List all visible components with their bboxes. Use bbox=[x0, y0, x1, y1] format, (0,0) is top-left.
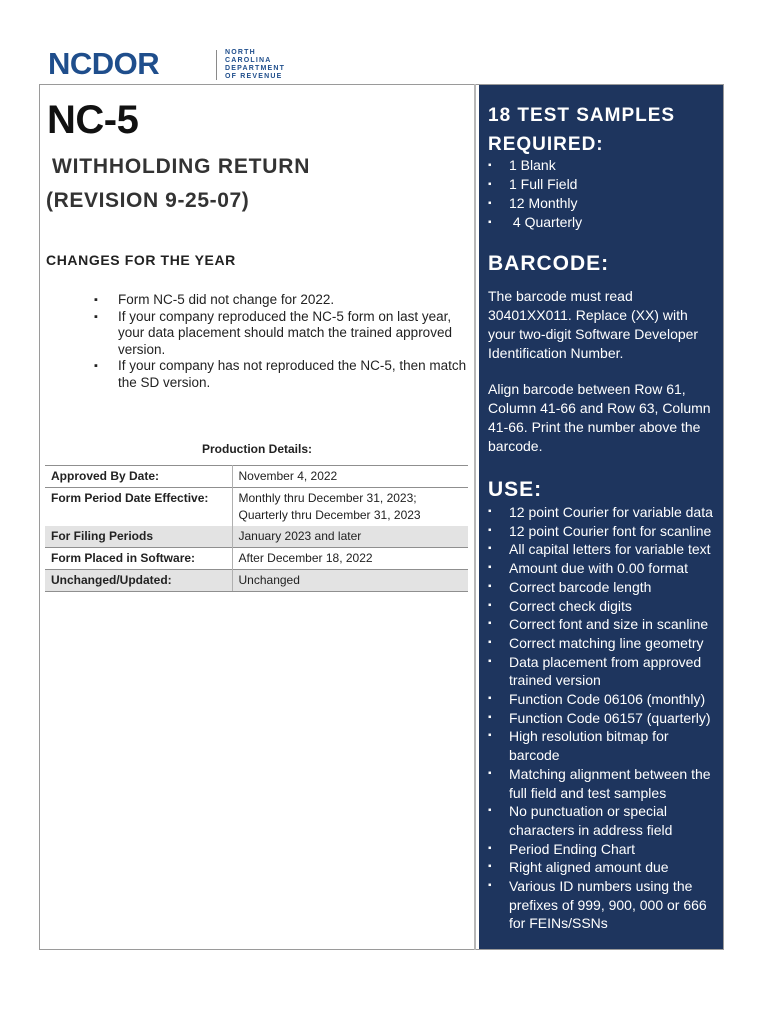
logo-subtitle-line: DEPARTMENT bbox=[225, 65, 286, 72]
list-item: ▪ Amount due with 0.00 format bbox=[488, 559, 720, 578]
samples-heading: 18 TEST SAMPLES REQUIRED: bbox=[488, 105, 676, 155]
form-subtitle: WITHHOLDING RETURN bbox=[52, 155, 311, 178]
logo-subtitle bbox=[225, 49, 285, 81]
list-item: ▪ Correct barcode length bbox=[488, 578, 720, 597]
list-item: ▪ Matching alignment between the full field and test samples bbox=[488, 765, 720, 802]
row-value: November 4, 2022 bbox=[232, 466, 468, 488]
barcode-alignment-paragraph: Align barcode between Row 61, Column 41-66 and Row 63, Column 41-66. Print the number above the barcode. bbox=[488, 381, 711, 454]
list-item: ▪ If your company reproduced the NC-5 form on last year, your data placement should match the trained approved version. bbox=[94, 309, 468, 359]
form-title: NC-5 bbox=[47, 98, 139, 142]
list-item: ▪ Various ID numbers using the prefixes of 999, 900, 000 or 666 for FEINs/SSNs bbox=[488, 877, 720, 933]
row-value: After December 18, 2022 bbox=[232, 548, 468, 570]
samples-list bbox=[488, 156, 582, 232]
list-item: ▪ Correct matching line geometry bbox=[488, 634, 720, 653]
ncdor-logo bbox=[48, 46, 286, 82]
list-item: ▪ High resolution bitmap for barcode bbox=[488, 727, 720, 764]
list-item: ▪ 4 Quarterly bbox=[488, 213, 582, 232]
row-label: Approved By Date: bbox=[45, 466, 232, 488]
row-label: Form Period Date Effective: bbox=[45, 488, 232, 527]
table-row bbox=[45, 548, 468, 570]
list-item: ▪ Period Ending Chart bbox=[488, 840, 720, 859]
table-row bbox=[45, 488, 468, 527]
logo-subtitle-line: OF REVENUE bbox=[225, 73, 283, 80]
list-item: ▪ Correct font and size in scanline bbox=[488, 615, 720, 634]
row-label: Form Placed in Software: bbox=[45, 548, 232, 570]
column-divider bbox=[474, 84, 476, 950]
list-item: ▪ Data placement from approved trained version bbox=[488, 653, 720, 690]
list-item: ▪ All capital letters for variable text bbox=[488, 540, 720, 559]
list-item: ▪ Correct check digits bbox=[488, 597, 720, 616]
list-item: ▪ Function Code 06106 (monthly) bbox=[488, 690, 720, 709]
row-value: Unchanged bbox=[232, 570, 468, 592]
table-row bbox=[45, 466, 468, 488]
list-item: ▪ Form NC-5 did not change for 2022. bbox=[94, 292, 468, 309]
row-value: January 2023 and later bbox=[232, 526, 468, 548]
list-item: ▪ 1 Full Field bbox=[488, 175, 582, 194]
barcode-paragraph: The barcode must read 30401XX011. Replace (XX) with your two-digit Software Developer Identification Number. bbox=[488, 288, 699, 361]
production-table bbox=[45, 465, 468, 592]
list-item: ▪ 12 Monthly bbox=[488, 194, 582, 213]
list-item: ▪ If your company has not reproduced the NC-5, then match the SD version. bbox=[94, 358, 468, 391]
list-item: ▪ Right aligned amount due bbox=[488, 858, 720, 877]
use-heading: USE: bbox=[488, 478, 543, 501]
changes-list bbox=[94, 292, 468, 391]
list-item: ▪ Function Code 06157 (quarterly) bbox=[488, 709, 720, 728]
list-item: ▪ 12 point Courier font for scanline bbox=[488, 522, 720, 541]
barcode-heading: BARCODE: bbox=[488, 252, 610, 275]
list-item: ▪ 12 point Courier for variable data bbox=[488, 503, 720, 522]
use-list bbox=[488, 503, 720, 933]
list-item: ▪ 1 Blank bbox=[488, 156, 582, 175]
production-heading: Production Details: bbox=[201, 442, 312, 456]
table-row bbox=[45, 570, 468, 592]
row-value: Monthly thru December 31, 2023; Quarterly thru December 31, 2023 bbox=[232, 488, 468, 527]
logo-subtitle-line: NORTH bbox=[225, 49, 256, 56]
logo-wordmark: NCDOR bbox=[48, 46, 160, 81]
logo-divider bbox=[216, 50, 217, 80]
list-item: ▪ No punctuation or special characters in address field bbox=[488, 802, 720, 839]
form-revision: (REVISION 9-25-07) bbox=[46, 189, 250, 212]
table-row bbox=[45, 526, 468, 548]
logo-subtitle-line: CAROLINA bbox=[225, 57, 272, 64]
changes-heading: CHANGES FOR THE YEAR bbox=[46, 252, 236, 268]
requirements-panel bbox=[479, 85, 723, 949]
row-label: Unchanged/Updated: bbox=[45, 570, 232, 592]
row-label: For Filing Periods bbox=[45, 526, 232, 548]
